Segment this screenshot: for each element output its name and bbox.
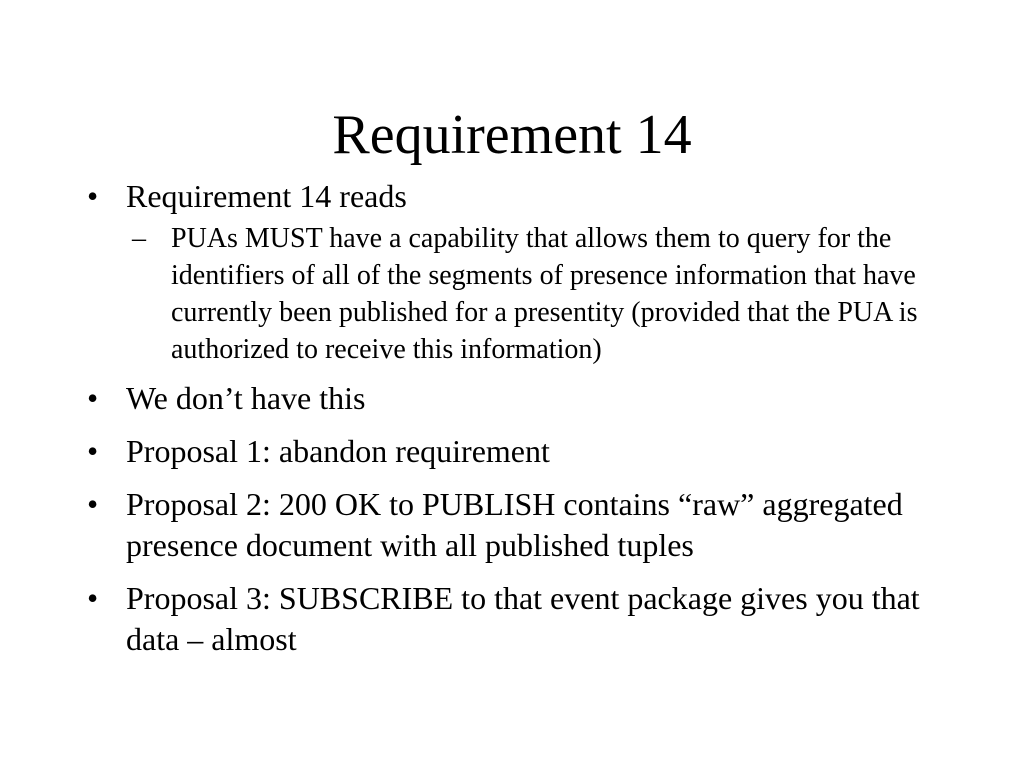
bullet-icon: •: [87, 380, 99, 416]
bullet-text: Proposal 1: abandon requirement: [126, 433, 550, 469]
bullet-icon: •: [87, 580, 99, 616]
bullet-item: [82, 578, 942, 660]
bullet-text: We don’t have this: [126, 380, 366, 416]
slide-title: Requirement 14: [332, 104, 692, 166]
dash-icon: –: [132, 223, 146, 254]
sub-bullet-list: [126, 220, 942, 368]
sub-bullet-text: PUAs MUST have a capability that allows them to query for the identifiers of all of the segments of presence information that have currently been published for a presentity (provided that the PUA is authorized to receive this information): [171, 223, 918, 365]
bullet-icon: •: [87, 178, 99, 214]
bullet-text: Proposal 3: SUBSCRIBE to that event package gives you that data – almost: [126, 580, 920, 657]
bullet-icon: •: [87, 486, 99, 522]
bullet-item: [82, 176, 942, 368]
sub-bullet-item: [126, 220, 942, 368]
bullet-list: [82, 176, 942, 672]
bullet-icon: •: [87, 433, 99, 469]
bullet-text: Requirement 14 reads: [126, 178, 407, 214]
bullet-item: [82, 484, 942, 566]
bullet-item: [82, 431, 942, 472]
bullet-item: [82, 378, 942, 419]
bullet-text: Proposal 2: 200 OK to PUBLISH contains “raw” aggregated presence document with all published tuples: [126, 486, 903, 563]
